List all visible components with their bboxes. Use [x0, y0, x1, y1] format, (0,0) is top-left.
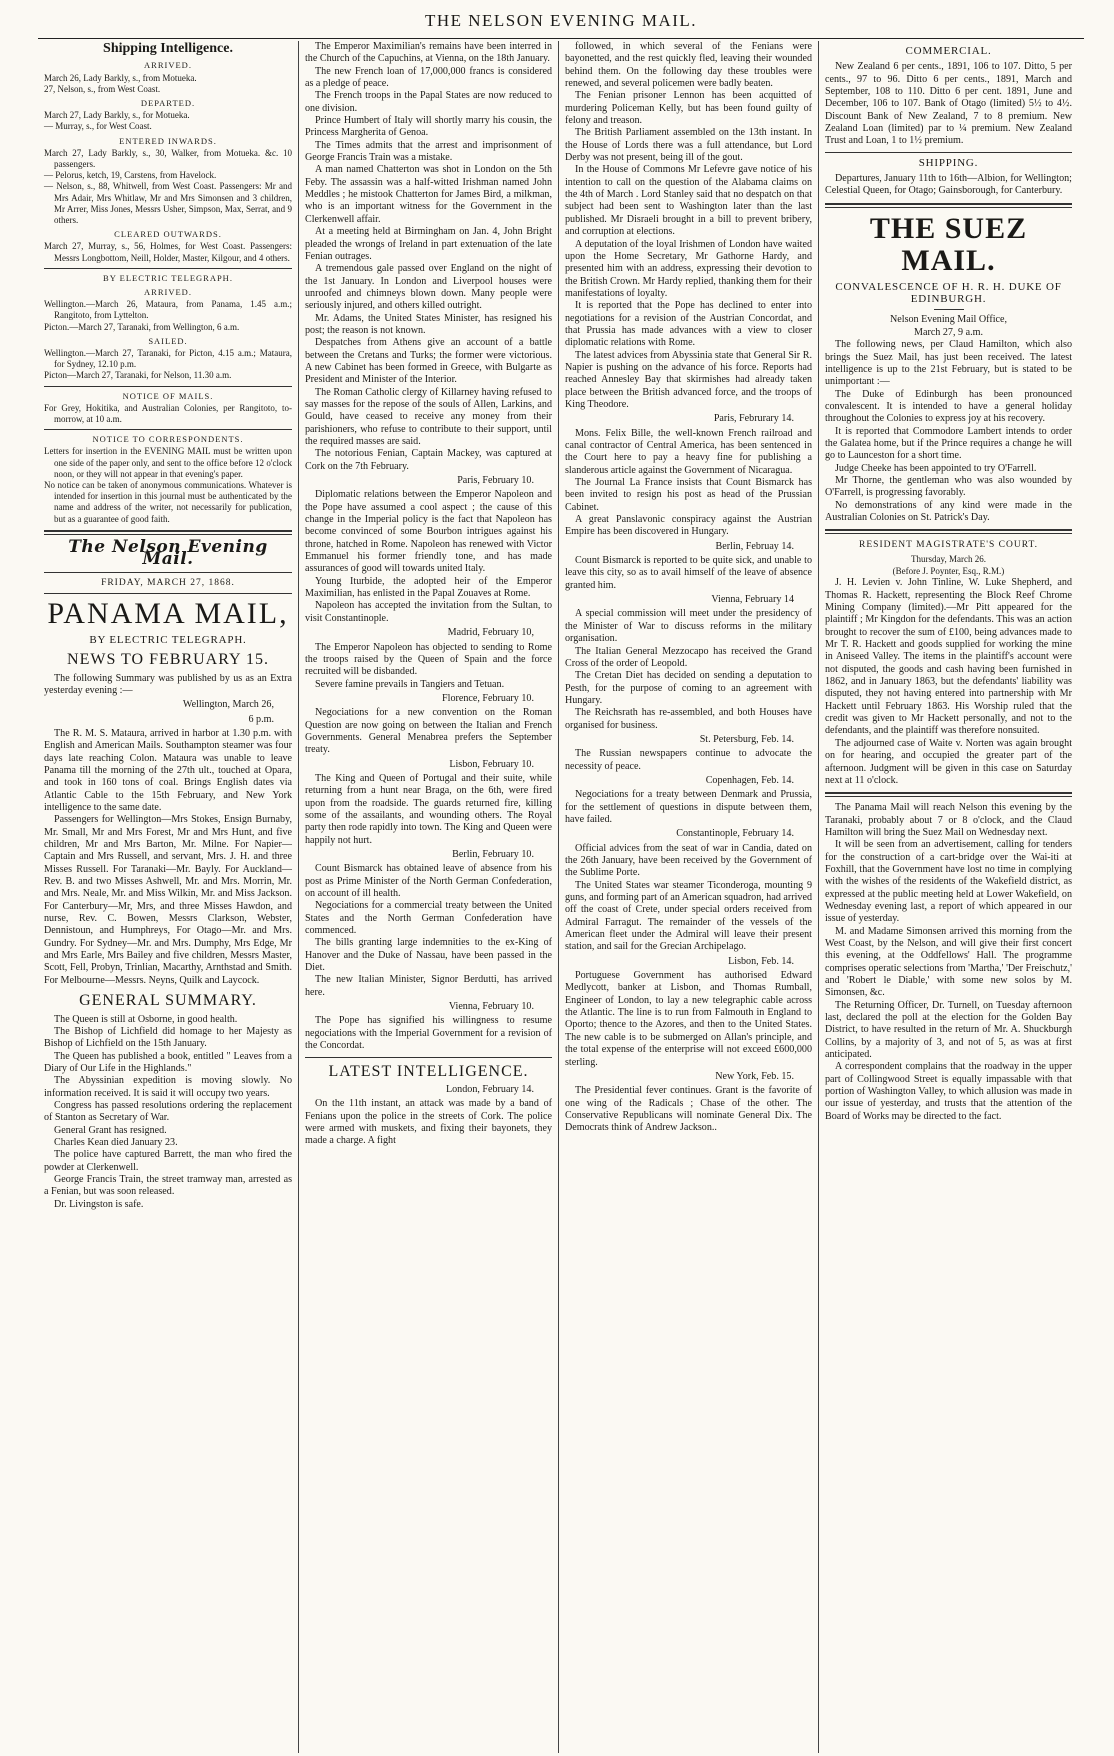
- paragraph: The Duke of Edinburgh has been pronounced convalescent. It is intended to have a general holiday throughout the Colonies to express joy at his recovery.: [825, 388, 1072, 425]
- paragraph: Dr. Livingston is safe.: [54, 1198, 144, 1210]
- suez-subtitle: CONVALESCENCE OF H. R. H. DUKE OF EDINBURGH.: [835, 280, 1062, 306]
- paragraph: M. and Madame Simonsen arrived this morning from the West Coast, by the Nelson, and will give their first concert this evening, at the Oddfellows' Hall. The programme comprises operatic selections from 'Martha,' 'Der Freischutz,' and 'Robert le Diable,' with some new solos by M. Simonsen, &c.: [825, 925, 1072, 999]
- court-heading: RESIDENT MAGISTRATE'S COURT.: [859, 540, 1038, 551]
- column-4: [818, 41, 1078, 1753]
- paragraph: The Italian General Mezzocapo has received the Grand Cross of the order of Leopold.: [565, 645, 812, 669]
- paragraph: Judge Cheeke has been appointed to try O'Farrell.: [835, 462, 1037, 474]
- paragraph: Napoleon has accepted the invitation from the Sultan, to visit Constantinople.: [305, 600, 552, 624]
- paragraph: In the House of Commons Mr Lefevre gave notice of his intention to call on the question of the Alabama claims on the 4th of March . Lord Stanley said that no despatch on that subject had been sent to Washington later than the last published. Mr Disraeli brought in a bill to prevent bribery, and corruption at elections.: [565, 164, 812, 238]
- paragraph: — Murray, s., for West Coast.: [44, 121, 152, 132]
- shipping-section: [44, 60, 292, 525]
- panama-title: PANAMA MAIL,: [47, 596, 289, 630]
- dateline: Paris, February 10.: [457, 475, 534, 487]
- paragraph: — Pelorus, ketch, 19, Carstens, from Havelock.: [44, 170, 217, 181]
- paragraph: Negociations for a commercial treaty between the United States and the North German Confederation have commenced.: [305, 900, 552, 937]
- paragraph: The Reichsrath has re-assembled, and both Houses have organised for business.: [565, 707, 812, 731]
- shipping4-heading: SHIPPING.: [918, 156, 979, 169]
- col2-paragraphs: [305, 41, 552, 473]
- paragraph: The French troops in the Papal States are now reduced to one division.: [305, 90, 552, 114]
- correspondents-heading: NOTICE TO CORRESPONDENTS.: [92, 434, 244, 445]
- dateline: Florence, February 10.: [442, 692, 534, 704]
- paragraph: On the 11th instant, an attack was made by a band of Fenians upon the police in the streets of Cork. The police were armed with muskets, and fixing their bayonets, they made a charge. A fight: [305, 1098, 552, 1147]
- tel-sailed-list: [44, 348, 292, 382]
- paragraph: A special commission will meet under the presidency of the Minister of War to discuss reforms in the military organisation.: [565, 608, 812, 645]
- london-paragraphs: [305, 1098, 552, 1147]
- paragraph: A man named Chatterton was shot in London on the 5th Feby. The assassin was a half-witted Irishman named John Meddles ; he mistook Chatterton for James Bird, a milkman, who is an important witness for the Government in the Clerkenwell affair.: [305, 164, 552, 225]
- paragraph: It is reported that Commodore Lambert intends to order the Galatea home, but if the Prince requires a change he will go to Launceston for a short time.: [825, 425, 1072, 462]
- paragraph: Picton—March 27, Taranaki, for Nelson, 11.30 a.m.: [44, 370, 232, 381]
- stp-paragraphs: [565, 748, 812, 773]
- suez-paragraphs: [825, 339, 1072, 524]
- dateline: Lisbon, February 10.: [449, 758, 534, 770]
- paragraph: The adjourned case of Waite v. Norten was again brought on for hearing, and occupied the greater part of the afternoon. Judgment will be given in this case on Saturday next at 11 o'clock.: [825, 737, 1072, 786]
- paragraph: Letters for insertion in the EVENING MAIL must be written upon one side of the paper only, and sent to the office before 12 o'clock noon, or they will not appear in that evening's paper.: [44, 446, 292, 479]
- double-divider: [44, 530, 292, 535]
- divider: [825, 152, 1072, 153]
- paragraph: George Francis Train, the street tramway man, arrested as a Fenian, but was soon released.: [44, 1173, 292, 1198]
- paragraph: The Times admits that the arrest and imprisonment of George Francis Train was a mistake.: [305, 139, 552, 164]
- paragraph: The Queen is still at Osborne, in good health.: [54, 1013, 238, 1025]
- shipping4-text: Departures, January 11th to 16th—Albion, for Wellington; Celestial Queen, for Otago; Gainsborough, for Canterbury.: [825, 173, 1072, 197]
- paragraph: Negociations for a new convention on the Roman Question are now going on between the Italian and French Governments. General Menabrea prefers the September treaty.: [305, 707, 552, 756]
- paragraph: Young Iturbide, the adopted heir of the Emperor Maximilian, has enlisted in the Papal Zouaves at Rome.: [305, 575, 552, 600]
- correspondents-list: [44, 446, 292, 524]
- paragraph: 27, Nelson, s., from West Coast.: [44, 83, 161, 94]
- paragraph: The Fenian prisoner Lennon has been acquitted of murdering Policeman Kelly, but has been found guilty of felony and treason.: [565, 90, 812, 127]
- paragraph: The notorious Fenian, Captain Mackey, was captured at Cork on the 7th February.: [305, 448, 552, 472]
- paragraph: The Panama Mail will reach Nelson this evening by the Taranaki, probably about 7 or 8 o'clock, and the Claud Hamilton will bring the Suez Mail on Wednesday next.: [825, 802, 1072, 838]
- paragraph: The Abyssinian expedition is moving slowly. No information received. It is said it will occupy two years.: [44, 1075, 292, 1099]
- summary-title: GENERAL SUMMARY.: [79, 992, 257, 1010]
- departed-heading: DEPARTED.: [140, 97, 196, 108]
- dateline: Copenhagen, Feb. 14.: [705, 774, 794, 786]
- short-divider: [934, 309, 964, 310]
- paragraph: The Pope has signified his willingness to resume negociations with the Imperial Government for a revision of the Concordat.: [305, 1015, 552, 1052]
- suez-place: Nelson Evening Mail Office,: [890, 314, 1007, 326]
- tel-sailed-heading: SAILED.: [148, 335, 188, 346]
- news-time: 6 p.m.: [248, 713, 274, 725]
- paragraph: The Roman Catholic clergy of Killarney having refused to say masses for the repose of the souls of Allen, Larkins, and Gould, have ceased to receive any money from their parishioners, who refuse to contribute to their support, until the required masses are said.: [305, 386, 552, 447]
- paragraph: Count Bismarck is reported to be quite sick, and unable to leave this city, so as to avail himself of the leave of absence granted him.: [565, 555, 812, 591]
- paragraph: At a meeting held at Birmingham on Jan. 4, John Bright pleaded the wrongs of Ireland in part extenuation of the late Fenian outrages.: [305, 226, 552, 262]
- court-date: Thursday, March 26.: [911, 553, 986, 564]
- paragraph: The Queen has published a book, entitled " Leaves from a Diary of Our Life in the Highlands.": [44, 1050, 292, 1074]
- const-paragraphs: [565, 843, 812, 954]
- dateline: London, February 14.: [445, 1083, 534, 1095]
- mails-heading: NOTICE OF MAILS.: [122, 390, 214, 401]
- paragraph: The latest advices from Abyssinia state that General Sir R. Napier is pushing on the advance of his force. Reports had reached Annesley Bay that skirmishes had already taken place between the British advanced force, and the troops of King Theodore.: [565, 349, 812, 410]
- paragraph: General Grant has resigned.: [54, 1124, 167, 1136]
- paragraph: Passengers for Wellington—Mrs Stokes, Ensign Burnaby, Mr. Small, Mr and Mrs Forest, Mr and Mrs Hunt, and five children, Mr and Mrs Barton, Mr. Milne. For Napier—Captain and Mrs Russell, and servant, Mrs. J. H. and three Misses Russell. For Taranaki—Mr. Bayly. For Auckland—Rev. B. and two Misses Ashwell, Mr. and Mrs. Morrin, Mr. and Mrs. Neale, Mr. and Miss Wilkin, Mr. and Miss Jackson. For Canterbury—Mr, Mrs, and three Misses Hawdon, and nurse, Rev. C. Bowen, Messrs Clarkson, Webster, Dennistoun, and Humphreys, For Otago—Mr. and Mrs. Gundry. For Sydney—Mr. and Mrs. Dumphy, Mrs Edge, Mr and Mrs Earle, Mrs Bailey and five children, Messrs Master, Scott, Fell, Probyn, Trinlian, Macarthy, Arnthstad and Smith. For Melbourne—Messrs. Neyns, Quilk and Laycock.: [44, 814, 292, 986]
- dateline: Madrid, February 10,: [447, 627, 534, 639]
- paragraph: The R. M. S. Mataura, arrived in harbor at 1.30 p.m. with English and American Mails. Southampton steamer was four days late reaching Colon. Mataura was unable to leave Panama till the morning of the 27th ult., touched at Opara, and took in 160 tons of coal. Brings English dates via Atlantic Cable to the 15th February, and New York intelligence to the same date.: [44, 727, 292, 814]
- column-3: [558, 41, 818, 1753]
- paris2-paragraphs: [565, 428, 812, 539]
- paragraph: The British Parliament assembled on the 13th instant. In the House of Lords there was a full attendance, but Lord Derby was not present, being ill of the gout.: [565, 127, 812, 164]
- dateline: St. Petersburg, Feb. 14.: [699, 733, 794, 745]
- col3-paragraphs: [565, 41, 812, 411]
- double-divider: [825, 203, 1072, 208]
- column-2: [298, 41, 558, 1753]
- madrid-paragraphs: [305, 642, 552, 691]
- arrived-heading: ARRIVED.: [144, 60, 192, 71]
- court-before: (Before J. Poynter, Esq., R.M.): [892, 566, 1005, 576]
- column-1: [38, 41, 298, 1753]
- paragraph: The Presidential fever continues. Grant is the favorite of one wing of the Radicals ; Chase of the other. The Conservative Republicans will nominate General Dix. The Democrats think of Andrew Jackson..: [565, 1085, 812, 1134]
- paragraph: It will be seen from an advertisement, calling for tenders for the construction of a cart-bridge over the Wai-iti at Foxhill, that the Government have lost no time in complying with the wishes of the residents of the Wakefield district, as expressed at the public meeting held at Lower Wakefield, on Wednesday evening last, a report of which appeared in our issue of yesterday.: [825, 839, 1072, 925]
- cleared-heading: CLEARED OUTWARDS.: [114, 229, 222, 240]
- lisbon1-paragraphs: [305, 773, 552, 847]
- paragraph: No notice can be taken of anonymous communications. Whatever is intended for insertion in this journal must be authenticated by the name and address of the writer, not necessarily for publication, but as a guarantee of good faith.: [44, 480, 292, 524]
- news-place: Wellington, March 26,: [182, 699, 274, 711]
- florence-paragraphs: [305, 707, 552, 756]
- paragraph: A great Panslavonic conspiracy against the Austrian Empire has been discovered in Hungary.: [565, 514, 812, 538]
- vienna1-paragraphs: [305, 1015, 552, 1052]
- paragraph: The Russian newspapers continue to advocate the necessity of peace.: [565, 748, 812, 772]
- cleared-list: [44, 241, 292, 263]
- dateline: Lisbon, Feb. 14.: [728, 955, 794, 967]
- paragraph: Picton.—March 27, Taranaki, from Wellington, 6 a.m.: [44, 321, 240, 332]
- suez-title: THE SUEZ MAIL.: [869, 211, 1028, 277]
- paragraph: Severe famine prevails in Tangiers and Tetuan.: [315, 678, 505, 690]
- paragraph: A tremendous gale passed over England on the night of the 1st January. In London and Liverpool houses were unroofed and chimneys blown down. Many people were seriously injured, and others killed outright.: [305, 263, 552, 312]
- paragraph: The Cretan Diet has decided on sending a deputation to Pesth, for the purpose of coming to an agreement with Hungary.: [565, 670, 812, 706]
- divider: [44, 593, 292, 594]
- paragraph: Congress has passed resolutions ordering the replacement of Stanton as Secretary of War.: [44, 1099, 292, 1124]
- vienna2-paragraphs: [565, 608, 812, 731]
- tel-arrived-heading: ARRIVED.: [144, 287, 192, 297]
- paragraph: Portuguese Government has authorised Edward Medlycott, banker at Lisbon, and Thomas Rumball, Engineer of London, to lay a new telegraphic cable across the Atlantic. The line is to run from Falmouth in England to Oporto; thence to the Azores, and then to the United States. The new cable is to be submerged on Allan's principle, and the total expense of the enterprise will not exceed £600,000 sterling.: [565, 970, 812, 1068]
- dateline: Paris, Februrary 14.: [713, 413, 794, 425]
- masthead-rule: [38, 38, 1084, 39]
- ny-paragraphs: [565, 1085, 812, 1134]
- tel-arrived-list: [44, 299, 292, 333]
- dateline: Berlin, Februay 14.: [715, 540, 794, 552]
- dateline: New York, Feb. 15.: [715, 1070, 794, 1082]
- dateline: Constantinople, February 14.: [676, 828, 794, 840]
- telegraph-heading: BY ELECTRIC TELEGRAPH.: [103, 272, 233, 283]
- lisbon2-paragraphs: [565, 970, 812, 1069]
- paragraph: Despatches from Athens give an account of a battle between the Cretans and Turks; the former were victorious. A new Cabinet has been formed in Greece, with Bulgarte as President and Minister of the Interior.: [305, 337, 552, 386]
- paragraph: Count Bismarck has obtained leave of absence from his post as Prime Minister of the North German Confederation, on account of ill health.: [305, 863, 552, 900]
- paragraph: The Bishop of Lichfield did homage to her Majesty as Bishop of Lichfield on the 15th January.: [44, 1025, 292, 1050]
- paragraph: The Journal La France insists that Count Bismarck has been invited to resign his post as head of the Prussian Cabinet.: [565, 477, 812, 513]
- divider: [44, 386, 292, 387]
- berlin1-paragraphs: [305, 863, 552, 999]
- paper-title: The Nelson Evening Mail.: [68, 536, 268, 570]
- paragraph: The following news, per Claud Hamilton, which also brings the Suez Mail, has just been received. The latest intelligence is up to the 21st February, but is stated to be unimportant :—: [825, 339, 1072, 388]
- paragraph: The bills granting large indemnities to the ex-King of Hanover and the Duke of Nassau, have been passed in the Diet.: [305, 937, 552, 974]
- court-paragraphs: [825, 577, 1072, 787]
- paragraph: Mons. Felix Bille, the well-known French railroad and canal contractor of Central America, has been sentenced in the Court here to pay a heavy fine for publishing a slanderous article against the Government of Nicaragua.: [565, 427, 812, 476]
- news-title: NEWS TO FEBRUARY 15.: [67, 651, 269, 669]
- berlin2-paragraphs: [565, 555, 812, 592]
- paragraph: The King and Queen of Portugal and their suite, while returning from a hunt near Braga, on the 6th, were fired upon from the roadside. The guards returned fire, killing some of the assailants, and wounding others. The Royal party then rode rapidly into town. The King and Queen were happily not hurt.: [305, 772, 552, 846]
- dateline: Vienna, February 14: [711, 594, 794, 606]
- paragraph: No demonstrations of any kind were made in the Australian Colonies on St. Patrick's Day.: [825, 499, 1072, 523]
- paragraph: It is reported that the Pope has declined to enter into negotiations for a revision of the Austrian Concordat, and that Prussia has made advances with a view to closer diplomatic relations with Rome.: [565, 300, 812, 349]
- paragraph: Charles Kean died January 23.: [54, 1136, 178, 1148]
- double-divider: [825, 529, 1072, 534]
- paragraph: J. H. Levien v. John Tinline, W. Luke Shepherd, and Thomas R. Hackett, representing the Block Reef Chrome Mining Company (limited).—Mr Pitt appeared for the plaintiff ; Mr Kingdon for the defendants. This was an action brought to recover the sum of £100, being advances made to Mr T. R. Hackett and goods supplied for working the mine in Aniseed Valley. The items in the plaintiff's account were not disputed, the goods and cash having been furnished in 1862, and in January 1863, but the defendants' liability was disputed, they not having entered into partnership with Mr Hackett until February 1863. His Worship ruled that the credit was given to Mr Hackett personally, and not to the defendants, and the plaintiff was therefore nonsuited.: [825, 577, 1072, 737]
- paragraph: Official advices from the seat of war in Candia, dated on the 26th January, have been received by the Government of the Sublime Porte.: [565, 842, 812, 879]
- paragraph: March 27, Murray, s., 56, Holmes, for West Coast. Passengers: Messrs Longbottom, Neill, Holder, Master, Kilgour, and 4 others.: [44, 241, 292, 263]
- paragraph: Diplomatic relations between the Emperor Napoleon and the Pope have assumed a cool aspect ; the cause of this change in the Imperial policy is the fact that Napoleon has become convinced of some Bourbon intrigues against his throne, hatched in Rome. Napoleon has renewed with Victor Emmanuel his former friendly tone, and has made assurances of good will towards united Italy.: [305, 489, 552, 575]
- double-divider: [825, 792, 1072, 797]
- paragraph: — Nelson, s., 88, Whitwell, from West Coast. Passengers: Mr and Mrs Adair, Mrs Whitlaw, Mr and Mrs Simonsen and 3 children, Mr Arrer, Miss Jones, Messrs Usher, Simpson, Max, Serrat, and 9 others.: [44, 181, 292, 225]
- paper-date: FRIDAY, MARCH 27, 1868.: [101, 577, 235, 588]
- paragraph: The new Italian Minister, Signor Berdutti, has arrived here.: [305, 974, 552, 998]
- paragraph: Wellington.—March 27, Taranaki, for Picton, 4.15 a.m.; Mataura, for Sydney, 12.10 p.m.: [44, 348, 292, 370]
- paragraph: The Emperor Maximilian's remains have been interred in the Church of the Capuchins, at Vienna, on the 18th January.: [305, 41, 552, 65]
- dateline: Vienna, February 10.: [448, 1001, 534, 1013]
- cph-paragraphs: [565, 789, 812, 826]
- paragraph: The new French loan of 17,000,000 francs is considered as a pledge of peace.: [305, 65, 552, 90]
- arrived-list: [44, 73, 292, 95]
- divider: [44, 268, 292, 269]
- departed-list: [44, 110, 292, 132]
- paragraph: A correspondent complains that the roadway in the upper part of Collingwood Street is equally impassable with that portion of Washington Valley, to which allusion was made in our issue of yesterday, and trusts that the attention of the Board of Works may be directed to the fact.: [825, 1061, 1072, 1122]
- paragraph: March 27, Lady Barkly, s., for Motueka.: [44, 110, 190, 121]
- latest-title: LATEST INTELLIGENCE.: [328, 1062, 529, 1080]
- paragraph: A deputation of the loyal Irishmen of London have waited upon the Home Secretary, Mr Gathorne Hardy, and presented him with an address, expressing their devotion to the British Crown. Mr Hardy replied, thanking them for their manifestations of loyalty.: [565, 238, 812, 299]
- divider: [44, 572, 292, 573]
- commercial-text: New Zealand 6 per cents., 1891, 106 to 107. Ditto, 5 per cents., 97 to 96. Ditto 6 per cents., 1891, March and September, 108 to 110. Ditto 6 per cent. 1891, June and December, 106 to 107. Bank of Otago (limited) 5½ to 4½. Discount Bank of New Zealand, 7 to 8 premium. New Zealand Loan (limited) par to ¼ premium. New Zealand Trust and Loan, 1 to 1½ premium.: [825, 61, 1072, 147]
- commercial-heading: COMMERCIAL.: [905, 45, 992, 57]
- columns: [38, 41, 1084, 1753]
- panama-subtitle: BY ELECTRIC TELEGRAPH.: [89, 633, 247, 646]
- paragraph: Mr Thorne, the gentleman who was also wounded by O'Farrell, is progressing favorably.: [825, 474, 1072, 499]
- paragraph: followed, in which several of the Fenians were bayonetted, and the rest quickly fled, leaving their wounded behind them. On the following day these troubles were renewed, and several policemen were badly beaten.: [565, 41, 812, 90]
- divider: [44, 429, 292, 430]
- divider: [305, 1057, 552, 1058]
- paragraph: March 26, Lady Barkly, s., from Motueka.: [44, 72, 197, 83]
- paragraph: March 27, Lady Barkly, s., 30, Walker, from Motueka. &c. 10 passengers.: [44, 147, 292, 169]
- masthead: THE NELSON EVENING MAIL.: [424, 11, 698, 30]
- paragraph: The police have captured Barrett, the man who fired the powder at Clerkenwell.: [44, 1149, 292, 1173]
- mails-text: For Grey, Hokitika, and Australian Colonies, per Rangitoto, to-morrow, at 10 a.m.: [44, 402, 292, 425]
- paragraph: The Emperor Napoleon has objected to sending to Rome the troops raised by the Queen of Spain and the force recruited will be disbanded.: [305, 641, 552, 678]
- entered-heading: ENTERED INWARDS.: [119, 135, 217, 146]
- paragraph: The United States war steamer Ticonderoga, mounting 9 guns, and forming part of an American squadron, had arrived off the coast of Crete, under special orders received from Admiral Farragut. The remainder of the vessels of the American fleet under the Admiral will leave their present station, and sail for the Grecian Archipelago.: [565, 879, 812, 953]
- paragraph: Mr. Adams, the United States Minister, has resigned his post; the reason is not known.: [305, 312, 552, 336]
- paragraph: Wellington.—March 26, Mataura, from Panama, 1.45 a.m.; Rangitoto, from Lyttelton.: [44, 299, 292, 321]
- local-paragraphs: [825, 802, 1072, 1123]
- news-intro: The following Summary was published by us as an Extra yesterday evening :—: [44, 672, 292, 696]
- paris1-paragraphs: [305, 489, 552, 625]
- entered-list: [44, 148, 292, 226]
- paragraph: Negociations for a treaty between Denmark and Prussia, for the settlement of questions in dispute between them, have failed.: [565, 789, 812, 825]
- summary-paragraphs: [44, 1014, 292, 1212]
- dateline: Berlin, February 10.: [452, 849, 534, 860]
- paragraph: Prince Humbert of Italy will shortly marry his cousin, the Princess Margherita of Genoa.: [305, 115, 552, 139]
- shipping-heading: Shipping Intelligence.: [103, 41, 233, 56]
- paragraph: The Returning Officer, Dr. Turnell, on Tuesday afternoon last, declared the poll at the election for the Golden Bay District, to have resulted in the return of Mr. A. Shuckburgh Collins, by a majority of 3, and not of 5, as was at first anticipated.: [825, 999, 1072, 1061]
- suez-time: March 27, 9 a.m.: [914, 326, 983, 338]
- news-paragraphs: [44, 728, 292, 987]
